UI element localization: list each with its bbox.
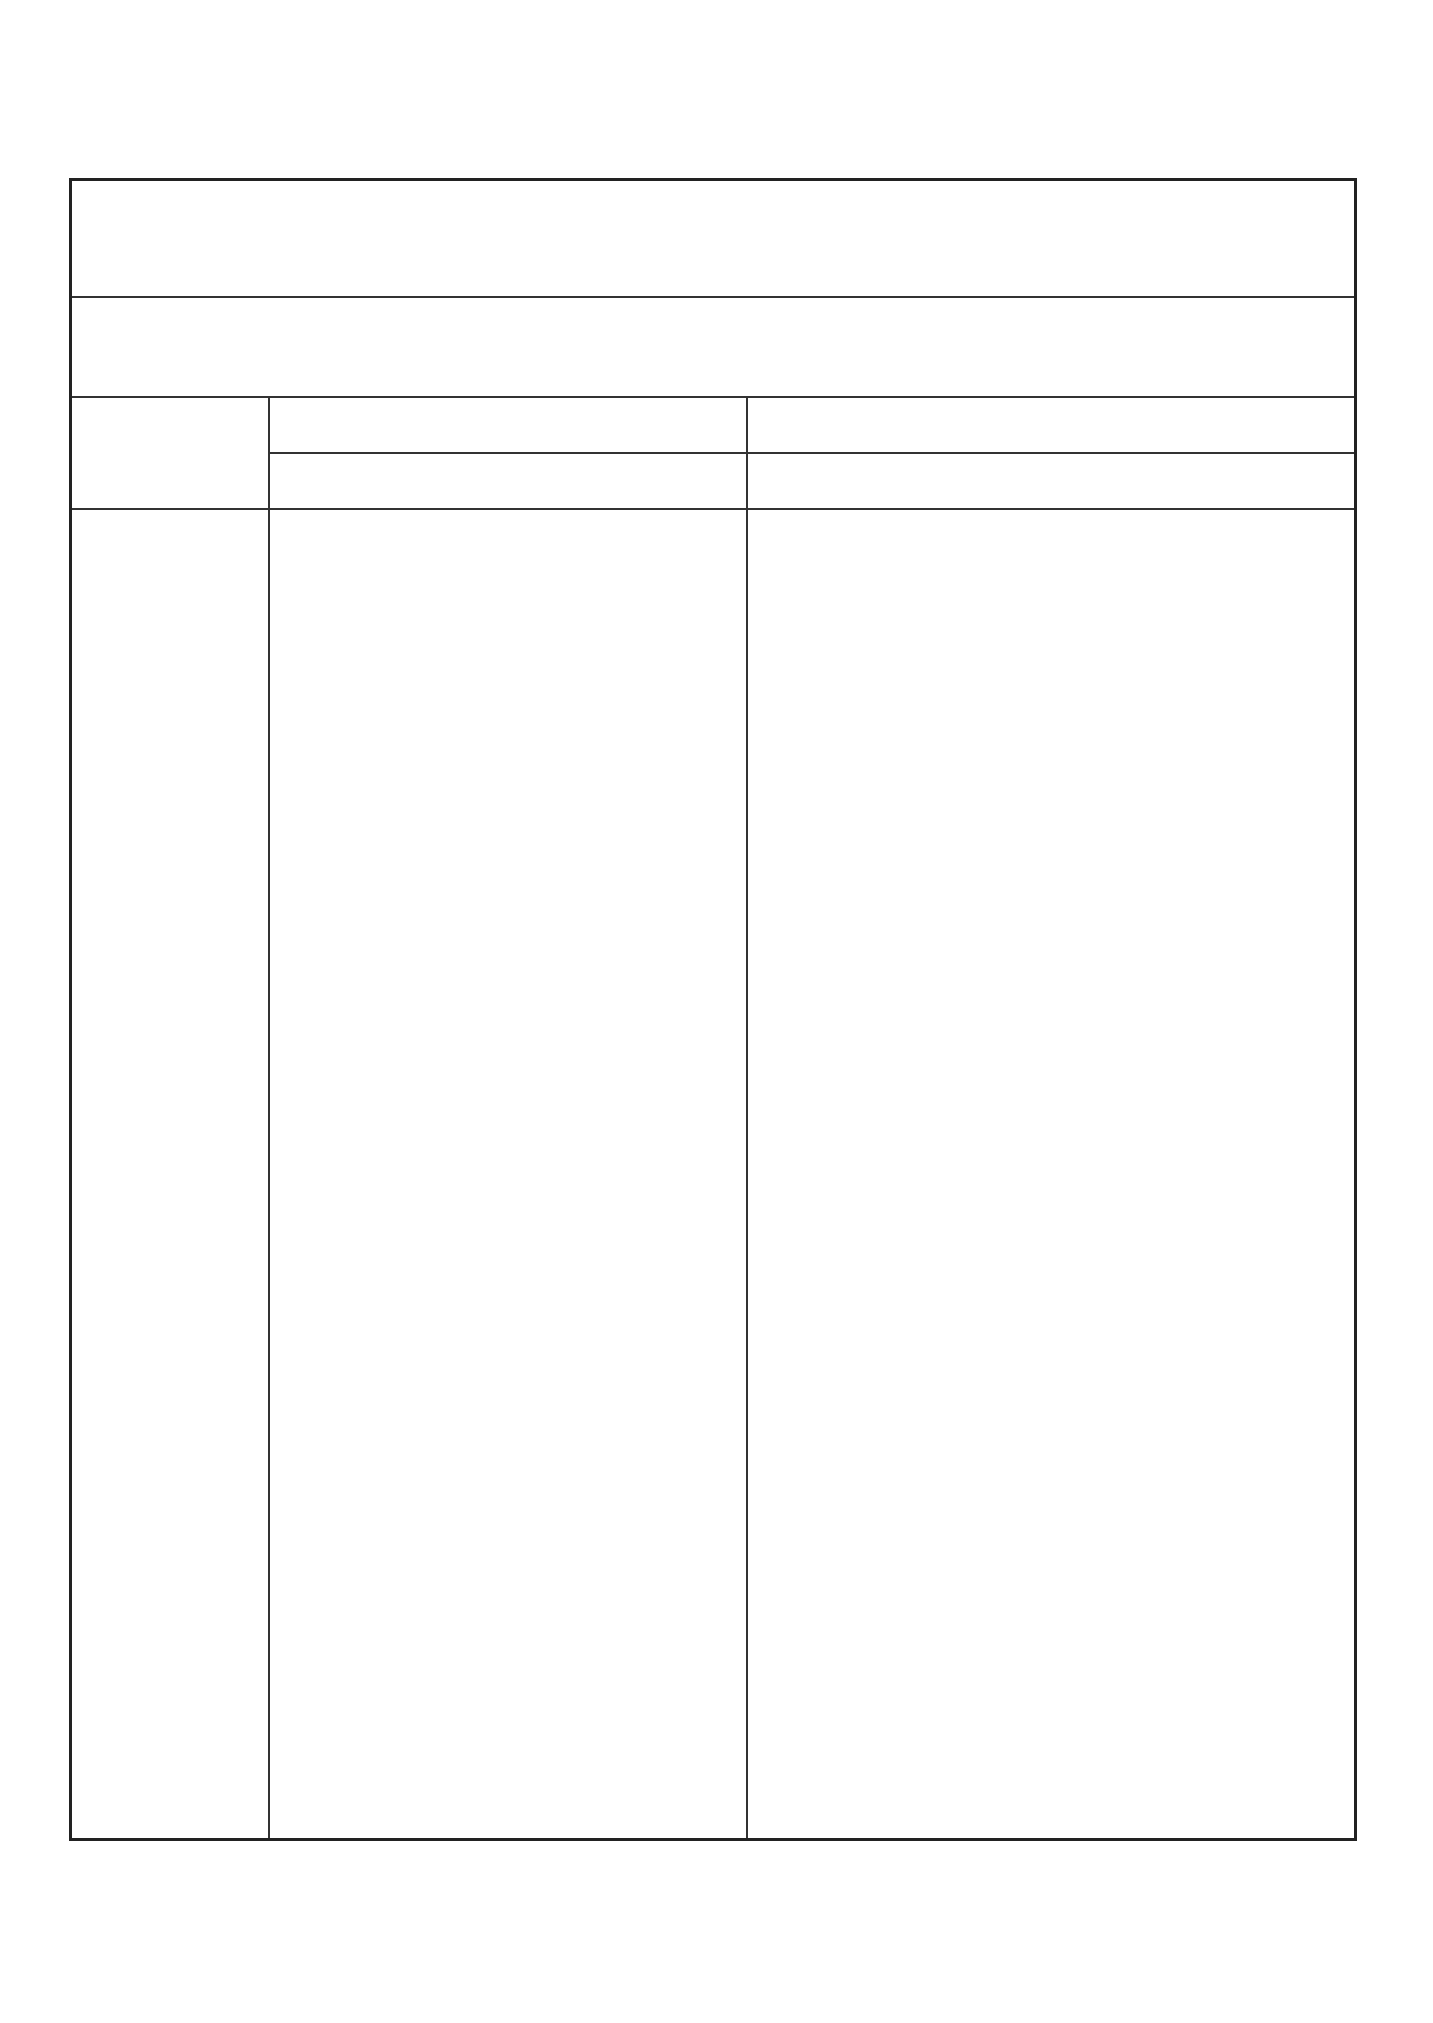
header-mid-line — [270, 452, 1354, 454]
column-divider-1 — [268, 398, 270, 1838]
register-table — [72, 398, 1354, 1838]
license-sheet — [69, 178, 1357, 1841]
column-divider-2 — [746, 398, 748, 1838]
header-change-item — [72, 398, 270, 508]
section-row — [72, 296, 1354, 398]
header-bottom-line — [72, 508, 1354, 510]
title-row — [72, 181, 1354, 298]
